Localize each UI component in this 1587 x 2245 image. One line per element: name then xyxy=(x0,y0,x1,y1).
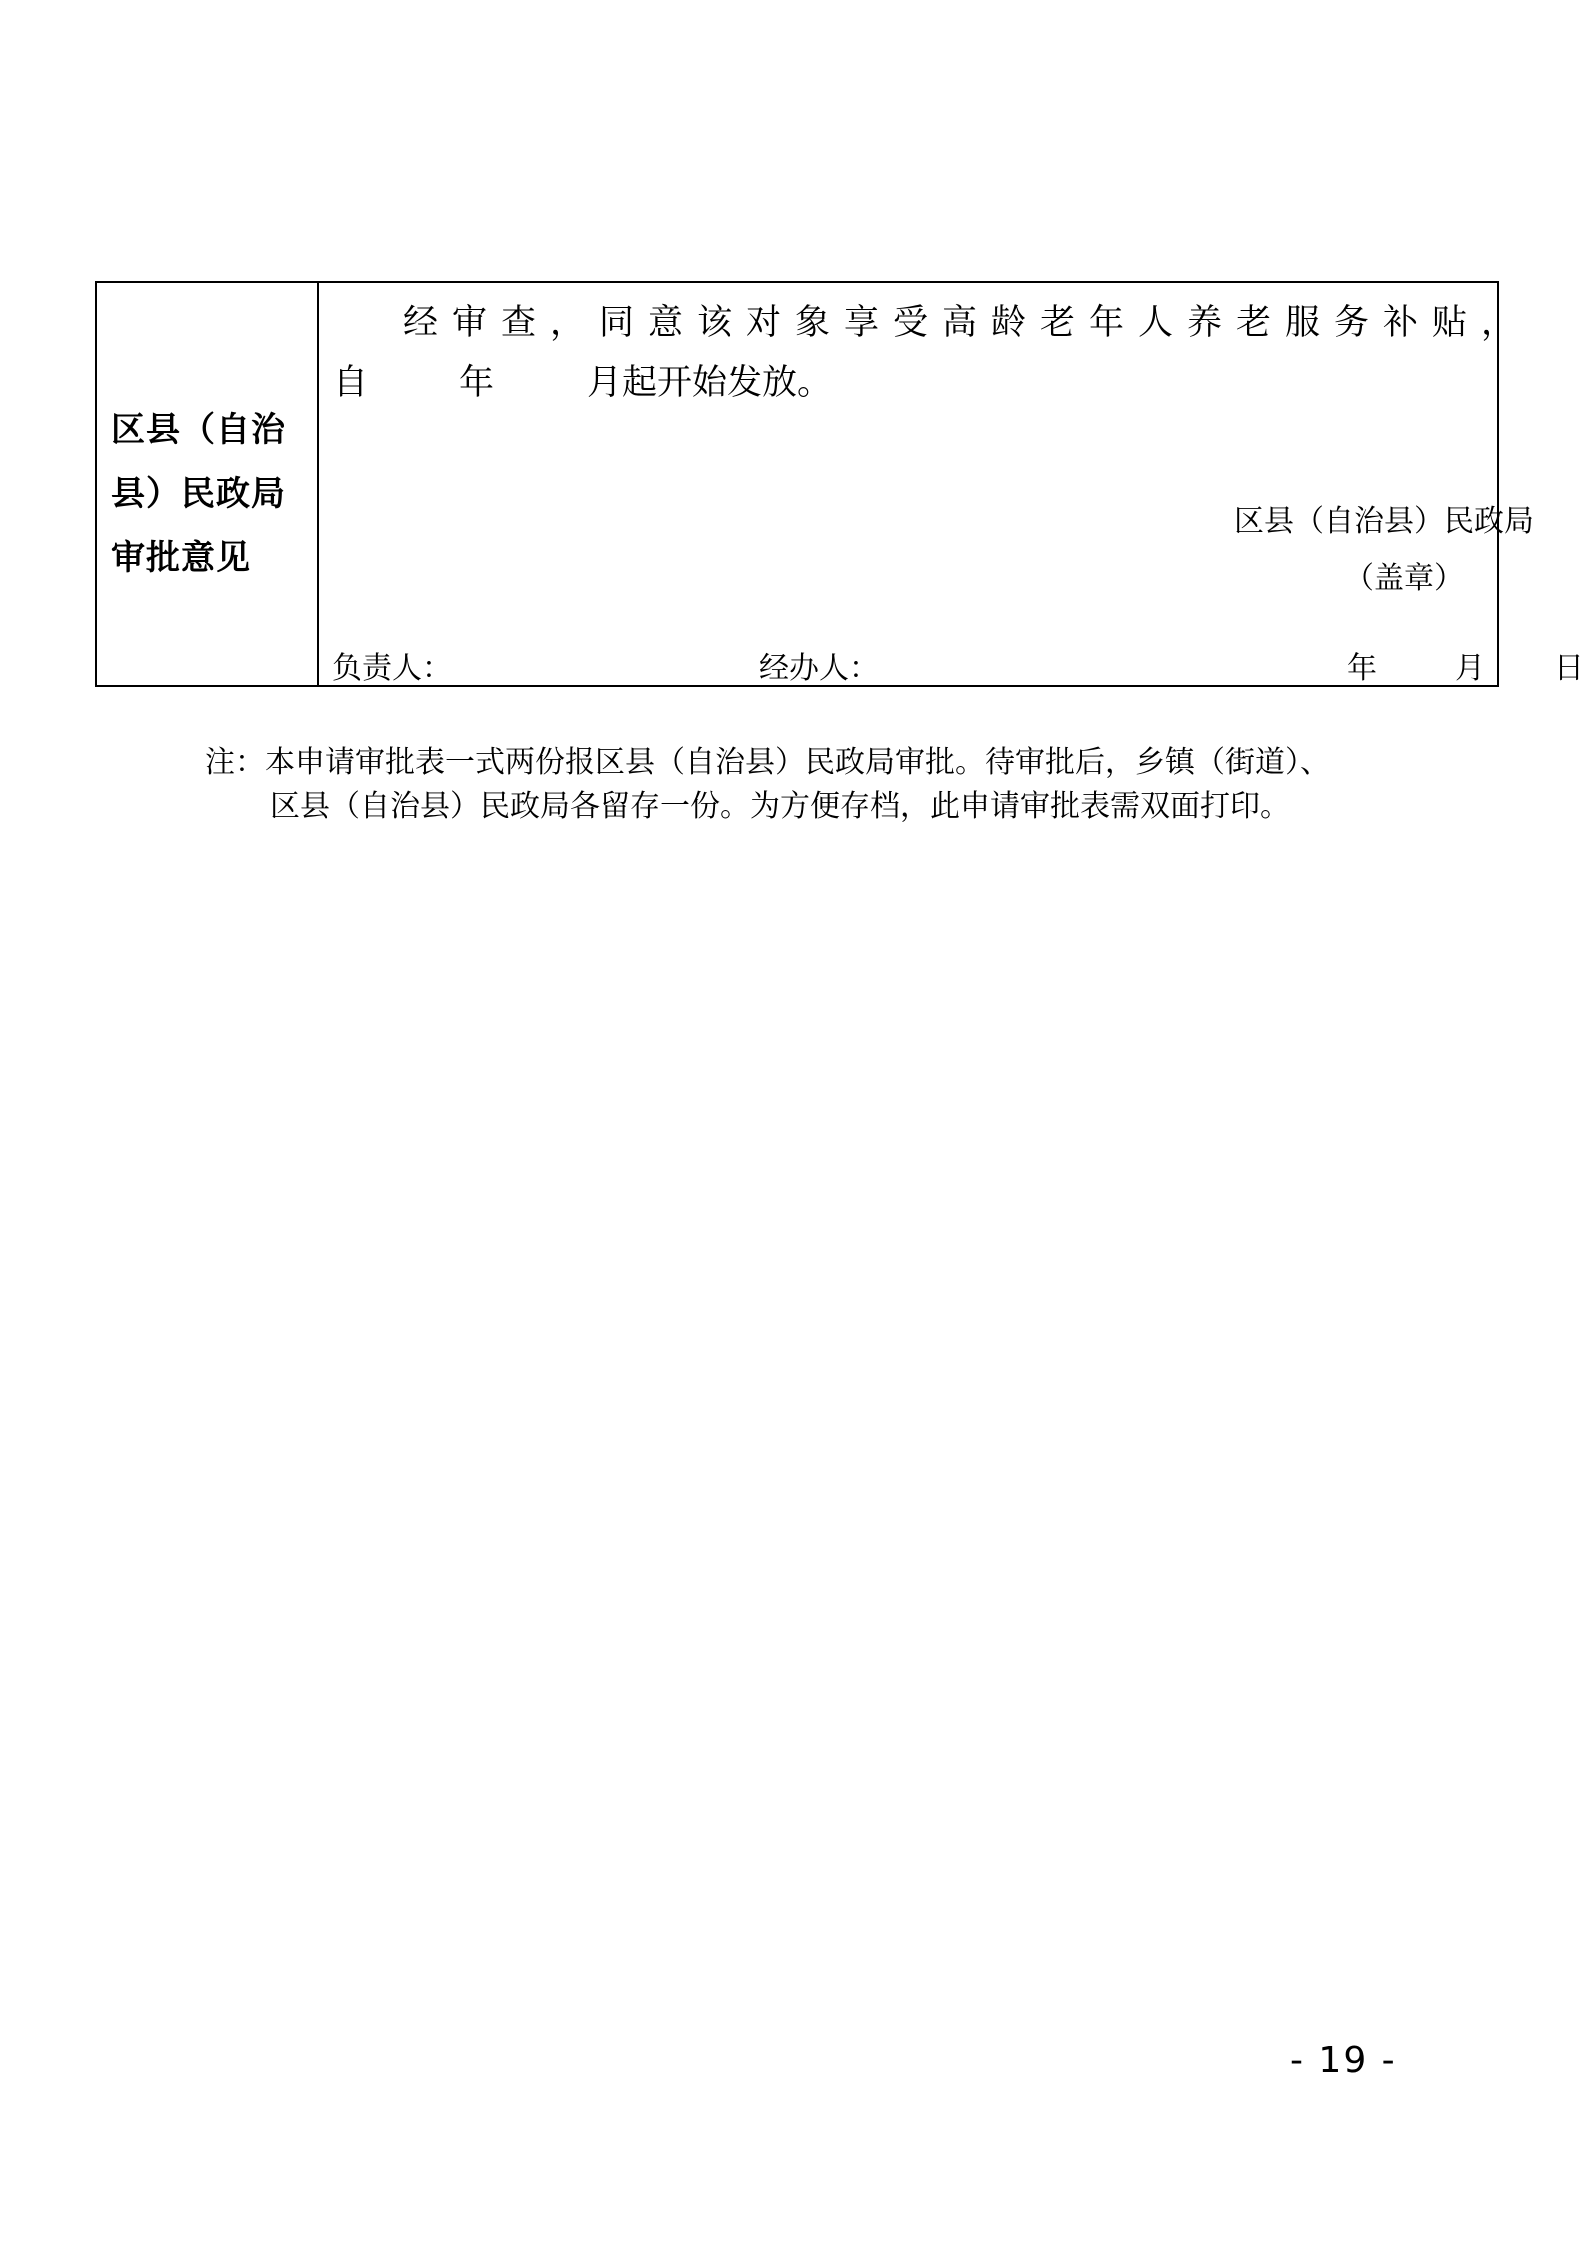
approval-table xyxy=(95,281,1584,687)
opinion-text-month-start: 月起开始发放。 xyxy=(587,363,833,403)
responsible-label: 负责人： xyxy=(332,651,452,686)
date-day-label: 日 xyxy=(1554,651,1584,686)
stamp-label: （盖章） xyxy=(1344,561,1464,596)
note-line1: 注：本申请审批表一式两份报区县（自治县）民政局审批。待审批后，乡镇（街道）、 xyxy=(205,745,1330,780)
opinion-text-line1: 经审查，同意该对象享受高龄老年人养老服务补贴， xyxy=(403,303,1531,343)
approval-label-line: 审批意见 xyxy=(111,538,251,578)
page-number: - 19 - xyxy=(1290,2040,1397,2081)
approval-label xyxy=(111,398,311,590)
opinion-text-from: 自 xyxy=(333,363,369,403)
stamp-org: 区县（自治县）民政局 xyxy=(1234,504,1534,539)
approval-label-cell xyxy=(97,283,319,685)
approval-content-cell xyxy=(319,283,1584,686)
date-month-label: 月 xyxy=(1455,651,1485,686)
note-line2: 区县（自治县）民政局各留存一份。为方便存档，此申请审批表需双面打印。 xyxy=(270,789,1290,824)
date-year-label: 年 xyxy=(1347,651,1377,686)
handler-label: 经办人： xyxy=(759,651,879,686)
approval-label-line: 区县（自治 xyxy=(111,410,286,450)
opinion-text-year: 年 xyxy=(459,363,495,403)
approval-label-line: 县）民政局 xyxy=(111,474,286,514)
